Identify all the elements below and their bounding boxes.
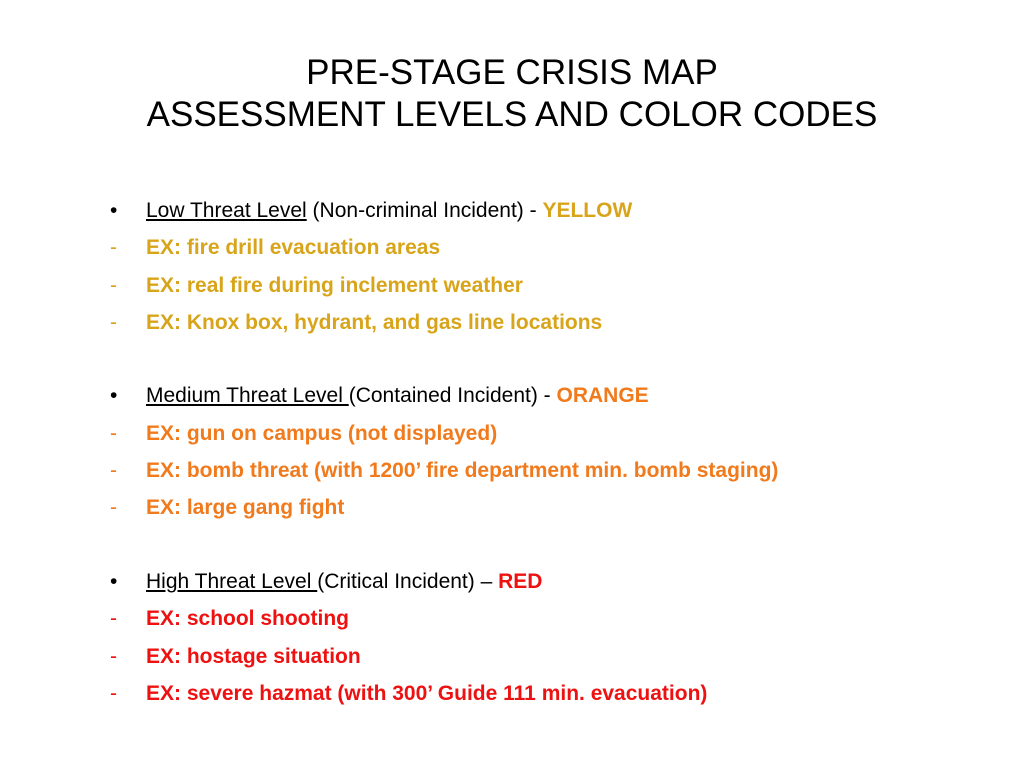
dash-marker: - xyxy=(110,496,117,520)
high-threat-description: (Critical Incident) – xyxy=(317,569,499,593)
high-threat-example xyxy=(110,638,1010,675)
bullet-icon: • xyxy=(110,569,118,593)
high-threat-color-code: RED xyxy=(498,569,543,593)
dash-marker: - xyxy=(110,273,117,297)
example-text: EX: hostage situation xyxy=(146,644,361,668)
title-line-1: PRE-STAGE CRISIS MAP xyxy=(306,53,718,92)
bullet-icon: • xyxy=(110,384,118,408)
dash-marker: - xyxy=(110,310,117,334)
title-line-2: ASSESSMENT LEVELS AND COLOR CODES xyxy=(146,95,878,134)
example-text: EX: severe hazmat (with 300’ Guide 111 min. evacuation) xyxy=(146,681,708,705)
low-threat-description: (Non-criminal Incident) - xyxy=(306,199,543,222)
low-threat-example xyxy=(110,304,1010,341)
bullet-icon: • xyxy=(110,199,118,222)
medium-threat-label: Medium Threat Level xyxy=(146,384,349,408)
dash-marker: - xyxy=(110,421,117,445)
slide-body xyxy=(110,192,1010,712)
example-text: EX: fire drill evacuation areas xyxy=(146,236,441,260)
low-threat-example xyxy=(110,267,1010,304)
high-threat-heading xyxy=(110,563,1010,600)
medium-threat-example xyxy=(110,415,1010,452)
dash-marker: - xyxy=(110,459,117,483)
medium-threat-color-code: ORANGE xyxy=(556,384,649,408)
example-text: EX: bomb threat (with 1200’ fire department min. bomb staging) xyxy=(146,459,779,483)
dash-marker: - xyxy=(110,681,117,705)
medium-threat-example xyxy=(110,489,1010,526)
medium-threat-example xyxy=(110,452,1010,489)
low-threat-color-code: YELLOW xyxy=(542,199,633,222)
medium-threat-heading xyxy=(110,377,1010,414)
medium-threat-description: (Contained Incident) - xyxy=(348,384,557,408)
slide-title xyxy=(0,52,1024,136)
dash-marker: - xyxy=(110,236,117,260)
example-text: EX: gun on campus (not displayed) xyxy=(146,421,498,445)
example-text: EX: large gang fight xyxy=(146,496,345,520)
low-threat-example xyxy=(110,229,1010,266)
example-text: EX: real fire during inclement weather xyxy=(146,273,523,297)
high-threat-example xyxy=(110,600,1010,637)
dash-marker: - xyxy=(110,607,117,631)
low-threat-heading xyxy=(110,192,1010,229)
low-threat-label: Low Threat Level xyxy=(146,199,307,222)
section-spacer xyxy=(110,527,1010,563)
high-threat-label: High Threat Level xyxy=(146,569,318,593)
example-text: EX: Knox box, hydrant, and gas line locations xyxy=(146,310,603,334)
high-threat-example xyxy=(110,675,1010,712)
dash-marker: - xyxy=(110,644,117,668)
example-text: EX: school shooting xyxy=(146,607,349,631)
section-spacer xyxy=(110,341,1010,377)
